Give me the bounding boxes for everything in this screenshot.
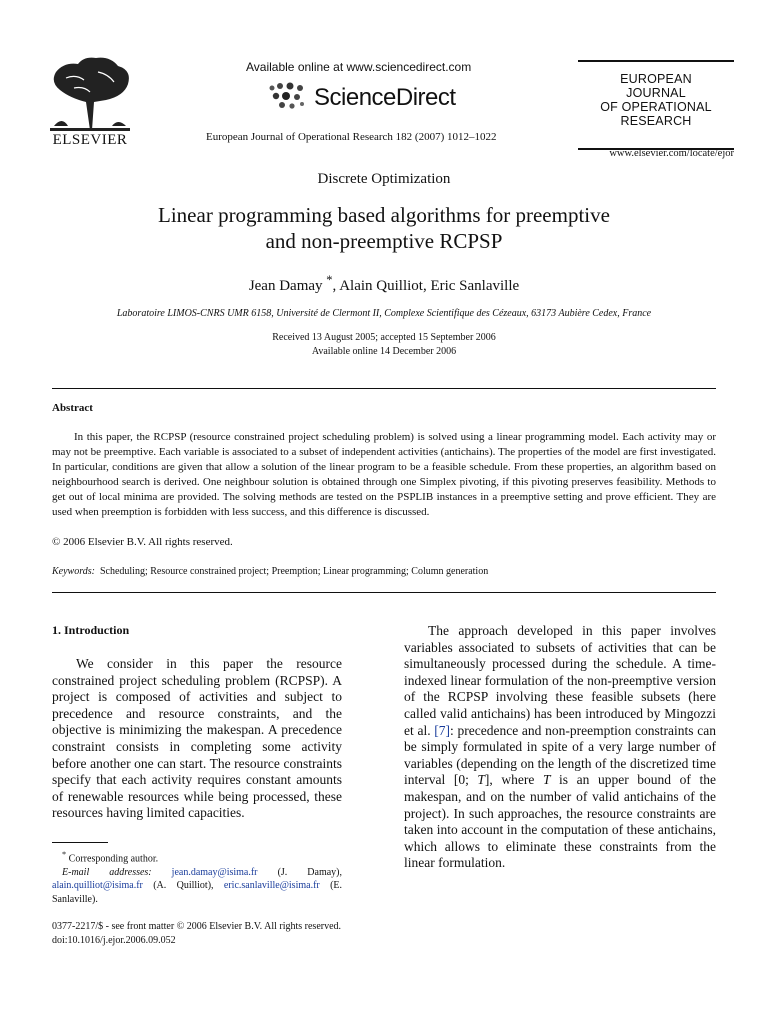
keywords-label: Keywords: (52, 566, 95, 577)
abstract-body: In this paper, the RCPSP (resource constrained project scheduling problem) is solved using a linear programming model. Each activity may or may not be preemptive. Each variable is associated to a subset of independent activities (antichains). The properties of the model are first investigated. In particular, conditions are given that allow a solution of the linear program to be a feasible schedule. From these properties, an algorithm based on neighbourhood search is derived. One neighbour solution is obtained through one Simplex pivoting, if this pivoting preserves feasibility. Methods to get out of local minima are provided. The solving methods are tested on the PSPLIB instances in a preemptive setting and prove efficient. They are used when preemption is forbidden with less success, and this difference is discussed. (52, 431, 716, 518)
email-label: E-mail addresses: (62, 866, 152, 878)
divider (52, 592, 716, 593)
journal-citation: European Journal of Operational Research 182 (2007) 1012–1022 (206, 131, 497, 143)
email-link[interactable]: eric.sanlaville@isima.fr (223, 880, 320, 892)
journal-logo-text: EUROPEAN JOURNAL OF OPERATIONAL RESEARCH (600, 72, 712, 128)
doi-line[interactable]: doi:10.1016/j.ejor.2006.09.052 (52, 935, 176, 946)
journal-url-link[interactable]: www.elsevier.com/locate/ejor (609, 148, 734, 159)
issn-line: 0377-2217/$ - see front matter © 2006 Elsevier B.V. All rights reserved. (52, 921, 342, 932)
page-footer (52, 920, 341, 948)
intro-paragraph-1: We consider in this paper the resource constrained project scheduling problem (RCPSP). A project is composed of activities and subject to precedence and resource constraints, and the objective is minimizing the makespan. A precedence constraint consists in completing some activity before another one can start. The resource constraints specify that each activity requires constant amounts of renewable resources while being processed, these resources having limited capacities. (52, 656, 342, 821)
article-dates (0, 331, 768, 359)
keywords (52, 566, 488, 577)
author-list (0, 273, 768, 295)
intro-paragraph-2: The approach developed in this paper involves variables associated to subsets of activities that can be simultaneously processed during the schedule. A time-indexed linear formulation of the non-preemptive version of the RCPSP involving these feasible subsets (here called valid antichains) has been introduced by Mingozzi et al. [7]: precedence and non-preemption constraints can be simply formulated in spite of a very large number of variables (depending on the length of the discretized time interval [0; T], where T is an upper bound of the makespan, and on the number of valid antichains of the project). In such approaches, the resource constraints are taken into account in the computation of these antichains, which allows to eliminate these constraints from the linear formulation. (404, 623, 716, 871)
footnote-mark: * (62, 850, 67, 859)
divider (52, 388, 716, 389)
available-date: Available online 14 December 2006 (311, 346, 457, 357)
section-heading-introduction: 1. Introduction (52, 623, 130, 637)
available-online-text[interactable]: Available online at www.sciencedirect.com (246, 60, 472, 74)
corresponding-author-note: Corresponding author. (68, 853, 159, 865)
keywords-list: Scheduling; Resource constrained project; Preemption; Linear programming; Column generation (99, 566, 489, 577)
abstract-heading: Abstract (52, 402, 93, 414)
abstract-copyright: © 2006 Elsevier B.V. All rights reserved. (52, 536, 233, 548)
corresponding-author-mark[interactable]: * (326, 273, 333, 287)
citation-link[interactable]: [7] (434, 722, 451, 738)
sciencedirect-wordmark: ScienceDirect (314, 84, 456, 111)
journal-logo-box (578, 60, 734, 150)
email-link[interactable]: alain.quilliot@isima.fr (52, 880, 143, 892)
footnote: * Corresponding author. E-mail addresses: jean.damay@isima.fr (J. Damay), alain.quilliot@isima.fr (A. Quilliot), eric.sanlaville@isima.fr (E. Sanlaville). (52, 850, 343, 905)
publisher-name: ELSEVIER (52, 132, 128, 148)
author-names-rest: , Alain Quilliot, Eric Sanlaville (332, 278, 520, 294)
email-link[interactable]: jean.damay@isima.fr (171, 866, 258, 878)
author-name: Jean Damay (248, 278, 323, 294)
affiliation: Laboratoire LIMOS-CNRS UMR 6158, Université de Clermont II, Complexe Scientifique des Cézeaux, 63173 Aubière Cedex, France (116, 308, 652, 319)
footnote-rule (52, 842, 108, 843)
received-date: Received 13 August 2005; accepted 15 September 2006 (272, 332, 496, 343)
section-label: Discrete Optimization (317, 171, 451, 187)
article-title: Linear programming based algorithms for preemptive and non-preemptive RCPSP (158, 203, 610, 253)
